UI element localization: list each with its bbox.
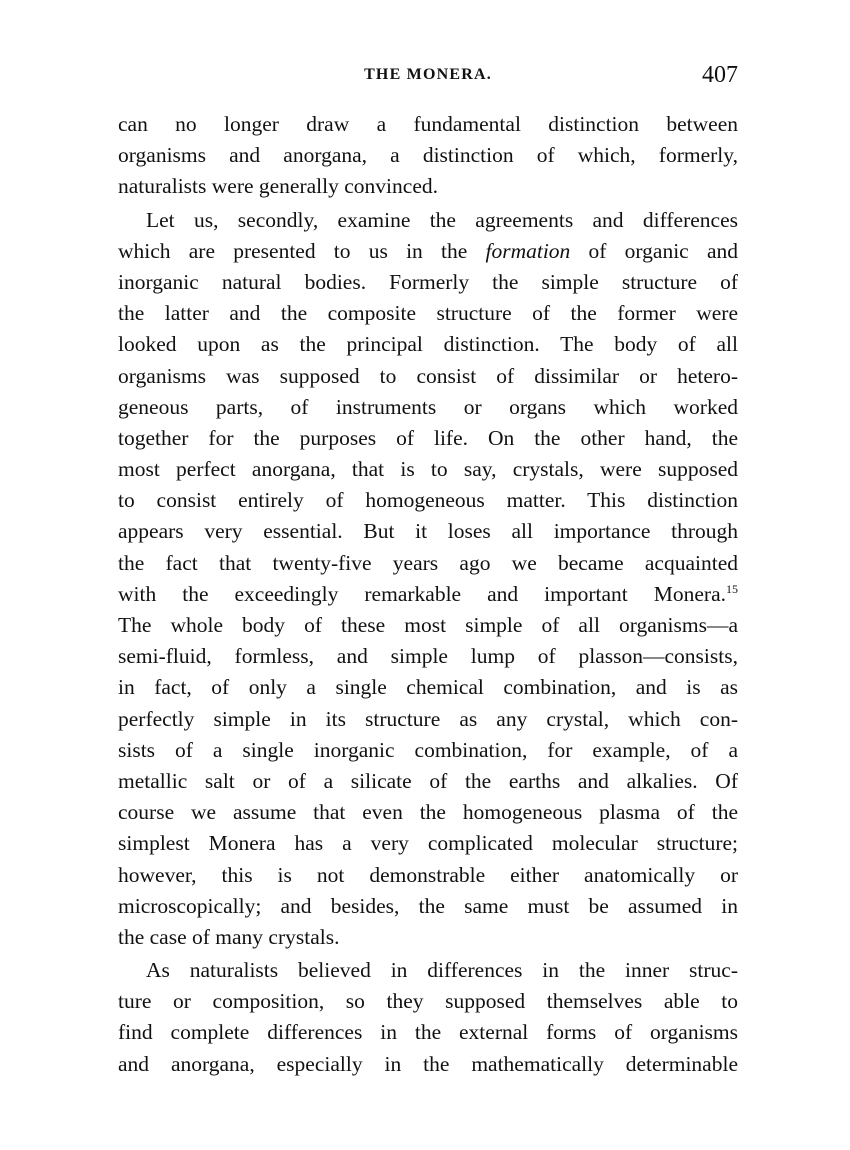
text-line: geneous parts, of instruments or organs which worked xyxy=(118,394,738,419)
text-line xyxy=(118,579,738,610)
text-line: perfectly simple in its structure as any crystal, which con- xyxy=(118,706,738,731)
footnote-reference[interactable]: 15 xyxy=(726,581,738,596)
italic-word: formation xyxy=(485,238,571,263)
text-line: Let us, secondly, examine the agreements and differences xyxy=(146,207,738,232)
text-line: the fact that twenty-five years ago we became acquainted xyxy=(118,550,738,575)
text-line: the case of many crystals. xyxy=(118,924,340,949)
text-line: to consist entirely of homogeneous matter. This distinction xyxy=(118,488,738,513)
body-text xyxy=(118,109,738,1080)
text-line: inorganic natural bodies. Formerly the simple structure of xyxy=(118,269,738,294)
text-line: simplest Monera has a very complicated molecular structure; xyxy=(118,831,738,856)
text-line: ture or composition, so they supposed themselves able to xyxy=(118,989,738,1014)
text-line: organisms was supposed to consist of dissimilar or hetero- xyxy=(118,363,738,388)
text-line: most perfect anorgana, that is to say, crystals, were supposed xyxy=(118,457,738,482)
text-line: semi-fluid, formless, and simple lump of plasson—consists, xyxy=(118,644,738,669)
text-line: the latter and the composite structure of the former were xyxy=(118,301,738,326)
text-line: The whole body of these most simple of all organisms—a xyxy=(118,613,738,637)
text-line: can no longer draw a fundamental distinction between xyxy=(118,112,738,136)
text-line: sists of a single inorganic combination, for example, of a xyxy=(118,737,738,762)
text-line: microscopically; and besides, the same must be assumed in xyxy=(118,893,738,918)
text-line: in fact, of only a single chemical combination, and is as xyxy=(118,675,738,700)
text-line: course we assume that even the homogeneous plasma of the xyxy=(118,800,738,825)
text-segment: which are presented to us in the xyxy=(118,238,486,263)
text-line: however, this is not demonstrable either anatomically or xyxy=(118,862,738,887)
text-line xyxy=(118,236,738,267)
text-line: together for the purposes of life. On the other hand, the xyxy=(118,425,738,450)
text-line: find complete differences in the external forms of organisms xyxy=(118,1020,738,1045)
text-line: and anorgana, especially in the mathematically determinable xyxy=(118,1051,738,1076)
page-number: 407 xyxy=(702,62,738,88)
text-line: naturalists were generally convinced. xyxy=(118,174,438,199)
text-line: appears very essential. But it loses all importance through xyxy=(118,519,738,544)
running-head xyxy=(118,64,738,88)
text-line: metallic salt or of a silicate of the earths and alkalies. Of xyxy=(118,768,738,793)
text-line: As naturalists believed in differences in the inner struc- xyxy=(146,958,738,983)
text-segment: with the exceedingly remarkable and important Monera. xyxy=(118,581,726,606)
text-segment: of organic and xyxy=(570,238,738,263)
text-line: looked upon as the principal distinction. The body of all xyxy=(118,332,738,357)
text-line: organisms and anorgana, a distinction of which, formerly, xyxy=(118,143,738,168)
running-title: THE MONERA. xyxy=(364,66,492,83)
